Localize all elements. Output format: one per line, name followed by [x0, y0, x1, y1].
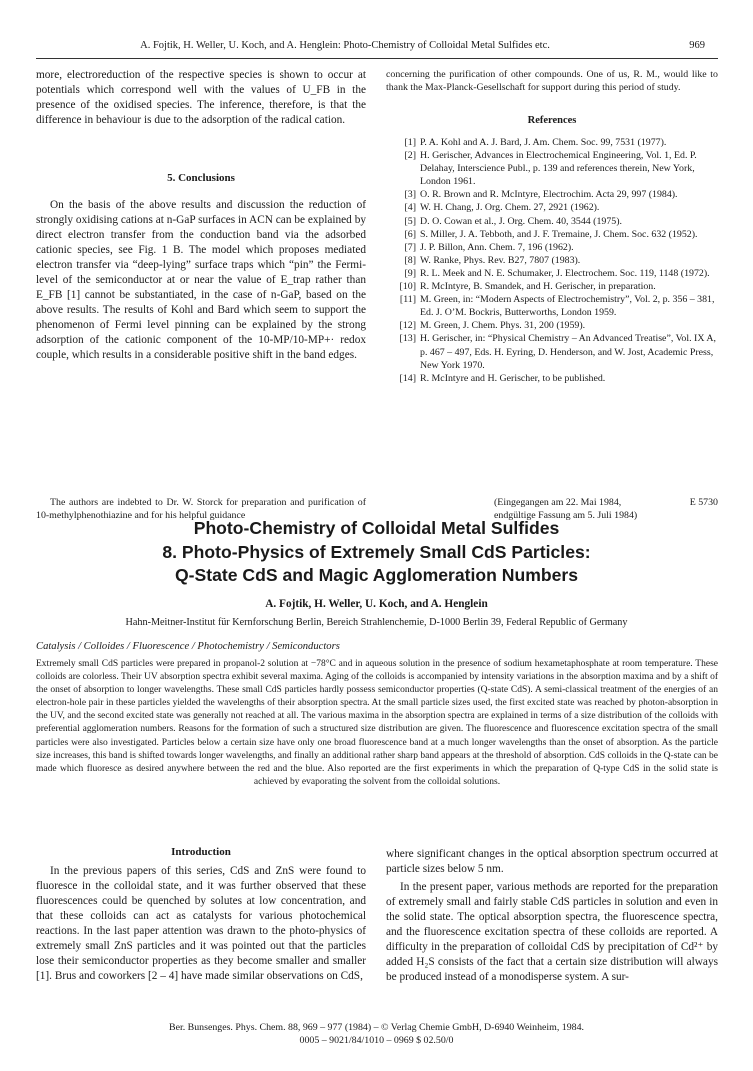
- header-rule: [36, 58, 718, 59]
- reference-item: [3] O. R. Brown and R. McIntyre, Electrochim. Acta 29, 997 (1984).: [404, 189, 678, 201]
- article-authors: A. Fojtik, H. Weller, U. Koch, and A. Henglein: [265, 598, 488, 610]
- reference-item: [5] D. O. Cowan et al., J. Org. Chem. 40, 3544 (1975).: [404, 215, 622, 227]
- issn-line: 0005 – 9021/84/1010 – 0969 $ 02.50/0: [299, 1035, 454, 1046]
- keywords: Catalysis / Colloides / Fluorescence / Photochemistry / Semiconductors: [36, 641, 340, 652]
- article-title: [0, 517, 753, 588]
- introduction-right-p1: where significant changes in the optical absorption spectrum occurred at particle sizes below 5 nm.: [386, 848, 718, 875]
- prev-article-left-text: more, electroreduction of the respective species is shown to occur at potentials which correspond well with the values of U_FB in the presence of the oxidised species. The inference, therefore, is that the difference in behaviour is due to the adsorption of the radical cation.: [36, 69, 366, 126]
- abstract: Extremely small CdS particles were prepared in propanol-2 solution at −78°C and in aqueous solution in the presence of sodium hexametaphosphate at room temperature. These colloids are colorless. Their UV absorption spectra exhibit several maxima. Aging of the colloids is accompanied by intensity variations in the absorption maxima and by a shift of the onset of absorption to longer wavelengths. These small CdS particles hardly possess semiconductor properties (Q-state CdS). A semi-classical treatment of the energies of an electron-hole pair in these particles yielded the wavelengths of their absorption spectra. At the small particle sizes used, the first excited state was reached by photon-absorption in the UV, and the second excited state was generally not reached at all. The various maxima in the absorption spectra are explained in terms of a size distribution of the colloids with preferential agglomeration numbers. Reasons for the formation of such a structured size distribution are given. The fluorescence and fluorescence excitation spectra of the small particles were also investigated. Particles below a certain size have only one broad fluorescence band at a much longer wavelengths than the onset of absorption. As the particle size increases, this band is shifted towards longer wavelengths, and finally an additional rather sharp band appears at the threshold of absorption. CdS colloids in the Q-state can be made which fluoresce as desired anywhere between the red and the blue. Also reported are the first experiments in which the preparation of Q-type CdS in the solid state is achieved by evaporating the solvent from the colloidal solutions.: [36, 659, 718, 787]
- running-title: A. Fojtik, H. Weller, U. Koch, and A. Henglein: Photo-Chemistry of Colloidal Metal Sulfides etc.: [140, 40, 550, 51]
- introduction-right-p2: In the present paper, various methods are reported for the preparation of extremely small and fairly stable CdS particles in solution and even in the solid state. The optical absorption spectra, the fluorescence spectra, and the fluorescence excitation spectra of these colloids are reported. A difficulty in the preparation of colloidal CdS by precipitation of Cd²⁺ by added H₂S consists of the fact that a certain size distribution will always be produced instead of a monodisperse system. A sur-: [386, 881, 718, 983]
- reference-item: [2] H. Gerischer, Advances in Electrochemical Engineering, Vol. 1, Ed. P. Delahay, Interscience Publ., p. 139 and references therein, New York, London 1961.: [404, 150, 697, 188]
- reference-item: [14] R. McIntyre and H. Gerischer, to be published.: [399, 372, 606, 384]
- running-header: [0, 40, 753, 54]
- reference-item: [6] S. Miller, J. A. Tebboth, and J. F. Tremaine, J. Chem. Soc. 632 (1952).: [404, 228, 698, 240]
- reference-item: [7] J. P. Billon, Ann. Chem. 7, 196 (1962).: [404, 241, 574, 253]
- reference-item: [10] R. McIntyre, B. Smandek, and H. Gerischer, in preparation.: [399, 281, 656, 293]
- footer: [0, 1021, 753, 1047]
- received-date: (Eingegangen am 22. Mai 1984,: [494, 497, 622, 508]
- reference-item: [13] H. Gerischer, in: “Physical Chemistry – An Advanced Treatise”, Vol. IX A, p. 467 – 497, Eds. H. Eyring, D. Henderson, and W. Jost, Academic Press, New York 1970.: [399, 333, 716, 371]
- title-line-3: Q-State CdS and Magic Agglomeration Numbers: [174, 565, 579, 585]
- introduction-heading: Introduction: [171, 846, 231, 858]
- reference-item: [9] R. L. Meek and N. E. Schumaker, J. Electrochem. Soc. 119, 1148 (1972).: [404, 267, 710, 279]
- page-number: 969: [689, 40, 705, 51]
- title-line-2: 8. Photo-Physics of Extremely Small CdS Particles:: [162, 541, 591, 562]
- conclusions-text: On the basis of the above results and discussion the reduction of strongly oxidising cations at n-GaP surfaces in ACN can be explained by direct electron transfer from the conduction band via the adsorbed cationic species, see Fig. 1 B. The model which proposes mediated electron transfer via “deep-lying” surface traps which “pin” the Fermi-level of the semiconductor at or near the value of E_trap rather than E_FB [1] cannot be substantiated, in the case of n-GaP, based on the above results. The results of Kohl and Bard which seem to support the phenomenon of Fermi level pinning can be explained by the strong adsorption of the cationic component of the 10-MP/10-MP+· redox couple, which results in a considerable positive shift in the band edges.: [36, 199, 366, 361]
- reference-item: [12] M. Green, J. Chem. Phys. 31, 200 (1959).: [399, 320, 586, 332]
- reference-item: [11] M. Green, in: “Modern Aspects of Electrochemistry”, Vol. 2, p. 356 – 381, Ed. J. O’M. Bockris, Butterworths, London 1959.: [399, 294, 715, 319]
- acknowledgement-right: concerning the purification of other compounds. One of us, R. M., would like to thank the Max-Planck-Gesellschaft for support during this period of study.: [386, 69, 718, 94]
- citation-line: Ber. Bunsenges. Phys. Chem. 88, 969 – 977 (1984) – © Verlag Chemie GmbH, D-6940 Weinheim, 1984.: [168, 1022, 585, 1033]
- reference-item: [4] W. H. Chang, J. Org. Chem. 27, 2921 (1962).: [404, 202, 600, 214]
- conclusions-heading: 5. Conclusions: [167, 172, 235, 184]
- introduction-left-text: In the previous papers of this series, CdS and ZnS were found to fluoresce in the colloidal state, and it was further observed that these fluorescences could be quenched by solutes at low concentration, and that these colloids can act as catalysts for various photochemical reactions. In the last paper attention was drawn to the photo-physics of extremely small ZnS particles and it was pointed out that the particles lose their semiconductor properties as they become smaller and smaller [1]. Brus and coworkers [2 – 4] have made similar observations on CdS,: [36, 865, 366, 982]
- final-version-date: endgültige Fassung am 5. Juli 1984): [494, 510, 638, 521]
- manuscript-code: E 5730: [689, 497, 718, 508]
- title-line-1: Photo-Chemistry of Colloidal Metal Sulfides: [193, 518, 560, 538]
- reference-item: [8] W. Ranke, Phys. Rev. B27, 7807 (1983).: [404, 254, 581, 266]
- reference-item: [1] P. A. Kohl and A. J. Bard, J. Am. Chem. Soc. 99, 7531 (1977).: [404, 137, 667, 148]
- acknowledgement-left: The authors are indebted to Dr. W. Storck for preparation and purification of 10-methylphenothiazine and for his helpful guidance: [36, 497, 366, 522]
- article-affiliation: Hahn-Meitner-Institut für Kernforschung Berlin, Bereich Strahlenchemie, D-1000 Berlin 39, Federal Republic of Germany: [125, 617, 628, 628]
- references-heading: References: [527, 115, 577, 126]
- references-list: [384, 136, 718, 385]
